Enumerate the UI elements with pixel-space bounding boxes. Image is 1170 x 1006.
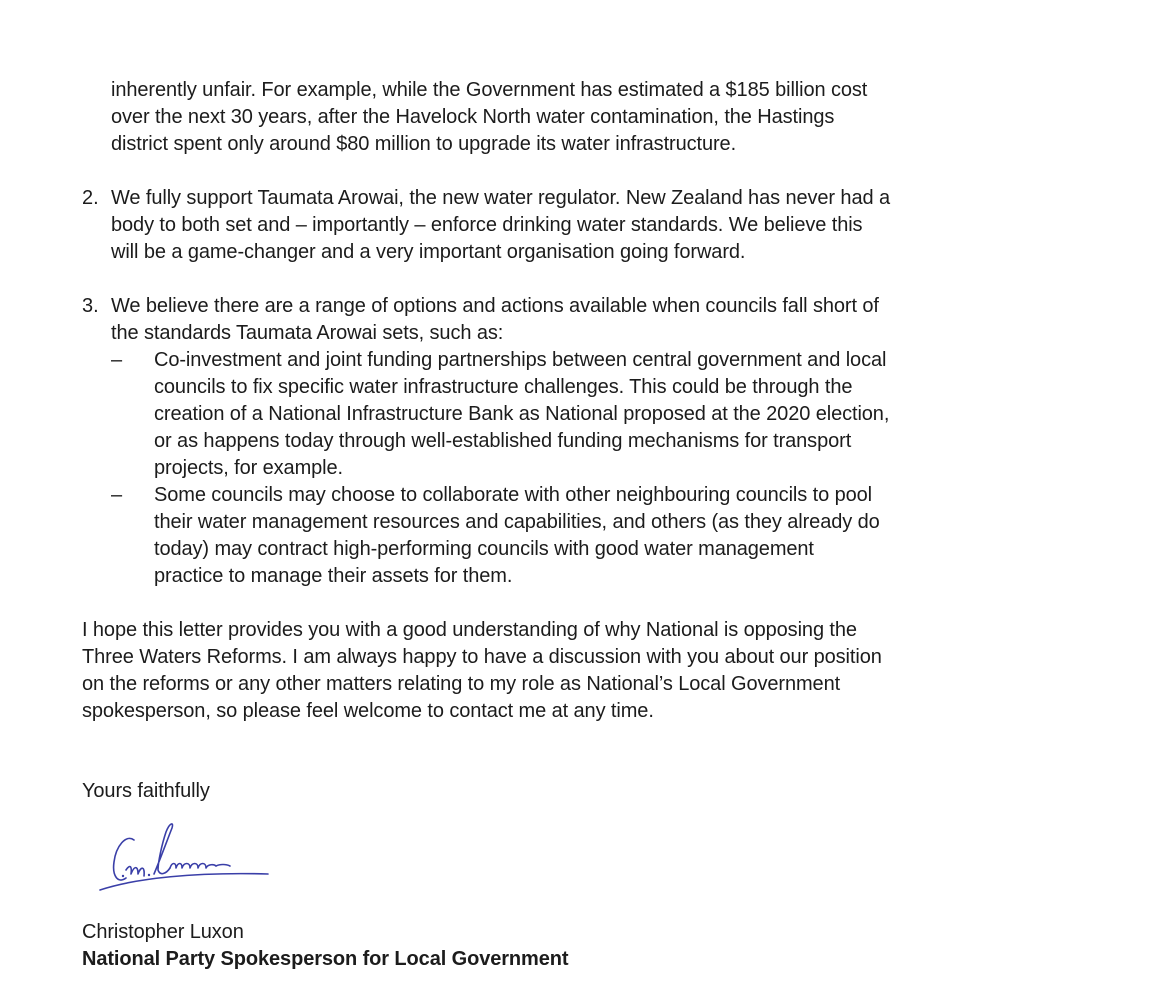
handwritten-signature — [96, 818, 276, 902]
paragraph-line: spokesperson, so please feel welcome to contact me at any time. — [82, 700, 654, 722]
bullet-line: or as happens today through well-established funding mechanisms for transport — [154, 430, 852, 452]
bullet-line: their water management resources and capabilities, and others (as they already do — [154, 511, 880, 533]
paragraph-line: body to both set and – importantly – enforce drinking water standards. We believe this — [111, 214, 863, 236]
bullet-line: Co-investment and joint funding partnerships between central government and local — [154, 349, 887, 371]
paragraph-line: the standards Taumata Arowai sets, such as: — [111, 322, 504, 344]
dash-marker: – — [111, 484, 123, 506]
bullet-line: today) may contract high-performing councils with good water management — [154, 538, 814, 560]
bullet-line: creation of a National Infrastructure Bank as National proposed at the 2020 election, — [154, 403, 890, 425]
bullet-line: projects, for example. — [154, 457, 343, 479]
paragraph-line: We believe there are a range of options and actions available when councils fall short of — [111, 295, 879, 317]
paragraph-line: I hope this letter provides you with a good understanding of why National is opposing the — [82, 619, 857, 641]
dash-marker: – — [111, 349, 123, 371]
paragraph-line: Three Waters Reforms. I am always happy to have a discussion with you about our position — [82, 646, 882, 668]
signoff-text: Yours faithfully — [82, 780, 210, 802]
list-number: 3. — [82, 295, 99, 317]
list-number: 2. — [82, 187, 99, 209]
bullet-line: councils to fix specific water infrastructure challenges. This could be through the — [154, 376, 853, 398]
signatory-title: National Party Spokesperson for Local Government — [82, 948, 569, 970]
paragraph-line: on the reforms or any other matters relating to my role as National’s Local Government — [82, 673, 841, 695]
signatory-name: Christopher Luxon — [82, 921, 244, 943]
bullet-line: Some councils may choose to collaborate with other neighbouring councils to pool — [154, 484, 872, 506]
paragraph-line: over the next 30 years, after the Havelock North water contamination, the Hastings — [111, 106, 835, 128]
paragraph-line: district spent only around $80 million to upgrade its water infrastructure. — [111, 133, 737, 155]
paragraph-line: inherently unfair. For example, while the Government has estimated a $185 billion cost — [111, 79, 868, 101]
paragraph-line: will be a game-changer and a very important organisation going forward. — [111, 241, 746, 263]
bullet-line: practice to manage their assets for them. — [154, 565, 513, 587]
paragraph-line: We fully support Taumata Arowai, the new water regulator. New Zealand has never had a — [111, 187, 890, 209]
